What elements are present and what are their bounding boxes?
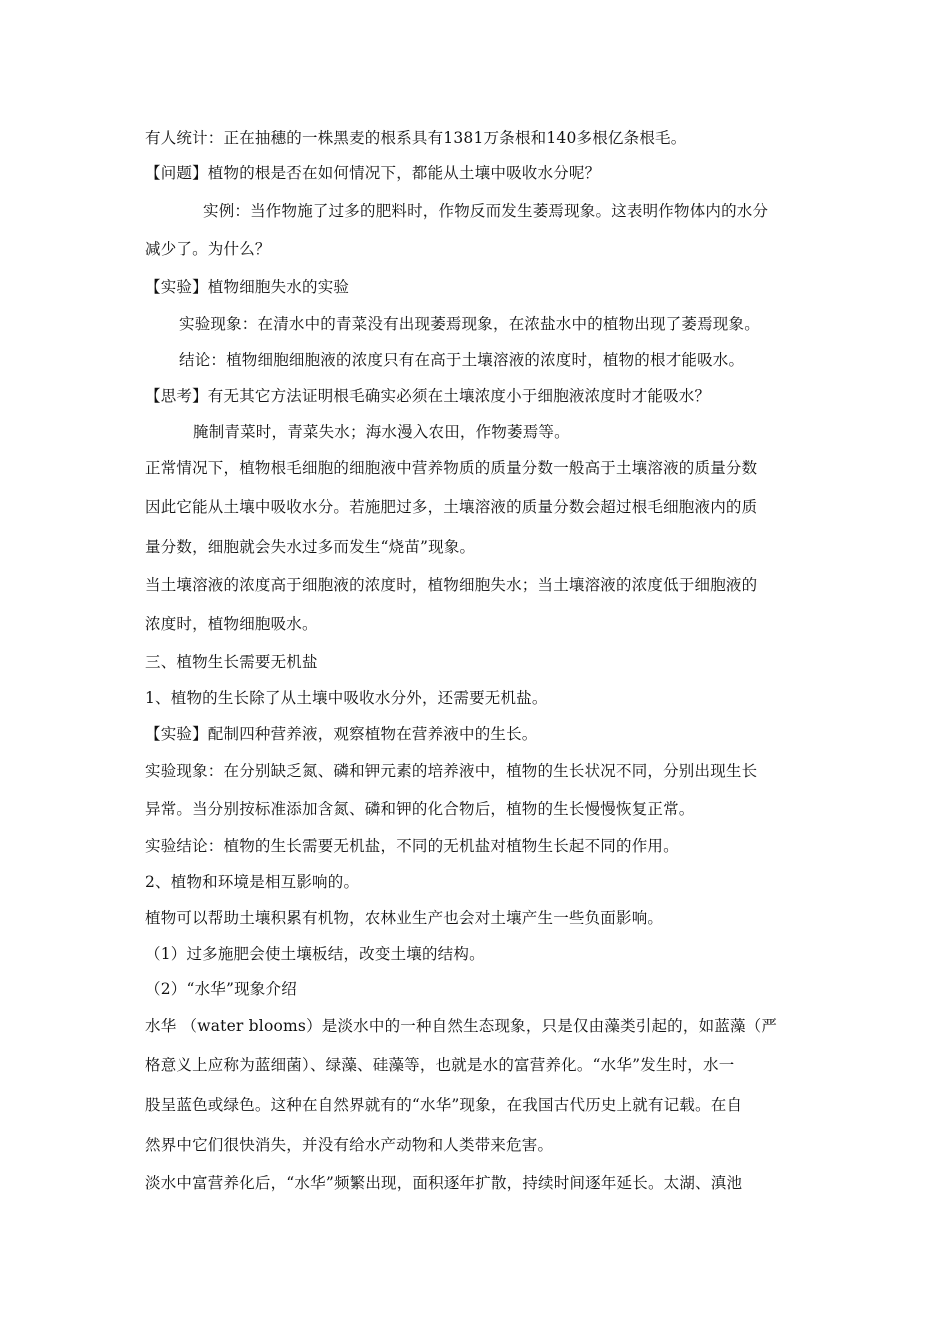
paragraph-line: 股呈蓝色或绿色。这种在自然界就有的“水华”现象，在我国古代历史上就有记载。在自: [145, 1096, 743, 1114]
paragraph-line: 2、植物和环境是相互影响的。: [145, 873, 360, 891]
paragraph-line: 因此它能从土壤中吸收水分。若施肥过多，土壤溶液的质量分数会超过根毛细胞液内的质: [145, 498, 758, 516]
question-line: 【问题】植物的根是否在如何情况下，都能从土壤中吸收水分呢？: [145, 164, 601, 182]
paragraph-line: 有人统计：正在抽穗的一株黑麦的根系具有1381万条根和140多根亿条根毛。: [145, 129, 687, 147]
paragraph-line: 当土壤溶液的浓度高于细胞液的浓度时，植物细胞失水；当土壤溶液的浓度低于细胞液的: [145, 576, 758, 594]
paragraph-line: 实例：当作物施了过多的肥料时，作物反而发生萎焉现象。这表明作物体内的水分: [203, 202, 769, 220]
paragraph-line: 淡水中富营养化后，“水华”频繁出现，面积逐年扩散，持续时间逐年延长。太湖、滇池: [145, 1174, 743, 1192]
paragraph-line: 格意义上应称为蓝细菌）、绿藻、硅藻等，也就是水的富营养化。“水华”发生时，水一: [145, 1056, 735, 1074]
paragraph-line: 实验现象：在分别缺乏氮、磷和钾元素的培养液中，植物的生长状况不同，分别出现生长: [145, 762, 758, 780]
paragraph-line: 实验结论：植物的生长需要无机盐，不同的无机盐对植物生长起不同的作用。: [145, 837, 679, 855]
paragraph-line: 1、植物的生长除了从土壤中吸收水分外，还需要无机盐。: [145, 689, 548, 707]
paragraph-line: 实验现象：在清水中的青菜没有出现萎焉现象，在浓盐水中的植物出现了萎焉现象。: [179, 315, 760, 333]
paragraph-line: 异常。当分别按标准添加含氮、磷和钾的化合物后，植物的生长慢慢恢复正常。: [145, 800, 695, 818]
section-heading: 三、植物生长需要无机盐: [145, 653, 318, 671]
list-item: （2）“水华”现象介绍: [145, 980, 297, 998]
paragraph-line: 量分数，细胞就会失水过多而发生“烧苗”现象。: [145, 538, 476, 556]
paragraph-line: 然界中它们很快消失，并没有给水产动物和人类带来危害。: [145, 1136, 554, 1154]
experiment-heading: 【实验】配制四种营养液，观察植物在营养液中的生长。: [145, 725, 538, 743]
thinking-line: 【思考】有无其它方法证明根毛确实必须在土壤浓度小于细胞液浓度时才能吸水？: [145, 387, 711, 405]
paragraph-line: 正常情况下，植物根毛细胞的细胞液中营养物质的质量分数一般高于土壤溶液的质量分数: [145, 459, 758, 477]
paragraph-line: 减少了。为什么？: [145, 240, 271, 258]
list-item: （1）过多施肥会使土壤板结，改变土壤的结构。: [145, 945, 485, 963]
paragraph-line: 植物可以帮助土壤积累有机物，农林业生产也会对土壤产生一些负面影响。: [145, 909, 664, 927]
paragraph-line: 腌制青菜时，青菜失水；海水漫入农田，作物萎焉等。: [193, 423, 570, 441]
paragraph-line: 水华 （water blooms）是淡水中的一种自然生态现象，只是仅由藻类引起的，如蓝藻（严: [145, 1017, 778, 1035]
paragraph-line: 结论：植物细胞细胞液的浓度只有在高于土壤溶液的浓度时，植物的根才能吸水。: [179, 351, 745, 369]
paragraph-line: 浓度时，植物细胞吸水。: [145, 615, 318, 633]
experiment-heading: 【实验】植物细胞失水的实验: [145, 278, 350, 296]
